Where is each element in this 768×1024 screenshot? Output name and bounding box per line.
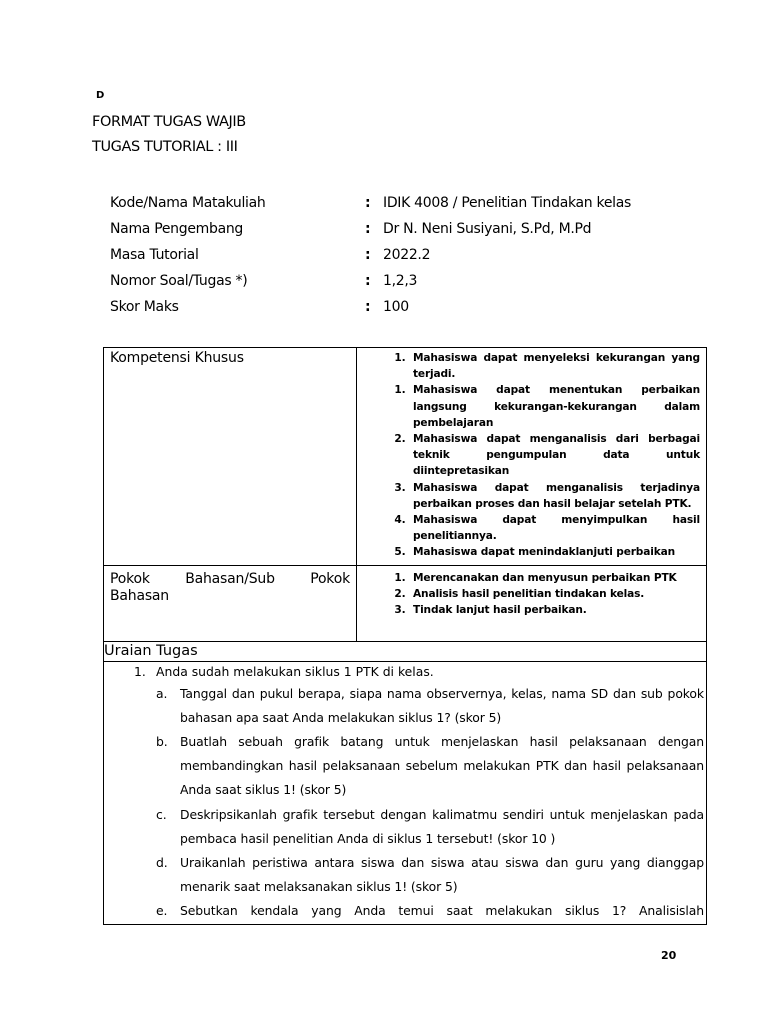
- info-row-developer: [110, 216, 710, 242]
- sub-question-e: [104, 899, 706, 923]
- list-item: 1. Merencanakan dan menyusun perbaikan PTK: [409, 570, 700, 586]
- sub-question-letter: a.: [156, 685, 168, 701]
- sub-question-b: [104, 730, 706, 803]
- topic-row: [104, 565, 707, 641]
- info-row-tutorial-period: [110, 242, 710, 268]
- competency-list: [357, 350, 706, 565]
- info-colon: :: [365, 273, 371, 289]
- info-label: Masa Tutorial: [110, 247, 199, 263]
- topic-cell: [357, 565, 707, 641]
- info-value: 100: [383, 299, 409, 315]
- task-description-label: Uraian Tugas: [104, 641, 707, 661]
- sub-question-letter: e.: [156, 903, 168, 919]
- question-1: [104, 662, 706, 682]
- info-row-task-number: [110, 268, 710, 294]
- sub-question-letter: d.: [156, 855, 168, 871]
- info-row-course: [110, 190, 710, 216]
- info-label: Skor Maks: [110, 299, 179, 315]
- task-description-row: [104, 661, 707, 924]
- info-label: Nomor Soal/Tugas *): [110, 273, 248, 289]
- info-value: Dr N. Neni Susiyani, S.Pd, M.Pd: [383, 221, 592, 237]
- list-item: 5. Mahasiswa dapat menindaklanjuti perbaikan: [409, 544, 700, 560]
- info-value: 2022.2: [383, 247, 431, 263]
- competency-cell: [357, 348, 707, 566]
- question-text: Anda sudah melakukan siklus 1 PTK di kelas.: [156, 663, 434, 679]
- list-item: 3. Mahasiswa dapat menganalisis terjadinya perbaikan proses dan hasil belajar setelah PTK.: [409, 480, 700, 512]
- competency-row: [104, 348, 707, 566]
- info-value: IDIK 4008 / Penelitian Tindakan kelas: [383, 195, 632, 211]
- task-description-header-row: [104, 641, 707, 661]
- list-item: 1. Mahasiswa dapat menentukan perbaikan langsung kekurangan-kekurangan dalam pembelajaran: [409, 382, 700, 431]
- sub-question-text: Deskripsikanlah grafik tersebut dengan kalimatmu sendiri untuk menjelaskan pada pembaca hasil penelitian Anda di siklus 1 tersebut! (skor 10 ): [180, 806, 704, 846]
- list-item: 4. Mahasiswa dapat menyimpulkan hasil penelitiannya.: [409, 512, 700, 544]
- info-value: 1,2,3: [383, 273, 418, 289]
- sub-question-text: Buatlah sebuah grafik batang untuk menjelaskan hasil pelaksanaan dengan membandingkan hasil pelaksanaan sebelum melakukan PTK dan hasil pelaksanaan Anda saat siklus 1! (skor 5): [180, 734, 704, 798]
- sub-question-d: [104, 851, 706, 899]
- list-item: 1. Mahasiswa dapat menyeleksi kekurangan yang terjadi.: [409, 350, 700, 382]
- sub-question-a: [104, 682, 706, 730]
- corner-mark: D: [96, 90, 105, 101]
- info-label: Kode/Nama Matakuliah: [110, 195, 266, 211]
- topic-label: Pokok Bahasan/Sub Pokok Bahasan: [104, 565, 357, 641]
- sub-question-text: Sebutkan kendala yang Anda temui saat melakukan siklus 1? Analisislah: [180, 903, 704, 919]
- topic-list: [357, 570, 706, 623]
- task-description-cell: [104, 661, 707, 924]
- list-item: 2. Mahasiswa dapat menganalisis dari berbagai teknik pengumpulan data untuk diintepretasikan: [409, 431, 700, 480]
- document-subtitle: TUGAS TUTORIAL : III: [92, 139, 238, 155]
- sub-question-letter: b.: [156, 734, 168, 750]
- document-title: FORMAT TUGAS WAJIB: [92, 114, 246, 130]
- info-colon: :: [365, 247, 371, 263]
- course-info: [110, 190, 710, 320]
- sub-question-text: Tanggal dan pukul berapa, siapa nama observernya, kelas, nama SD dan sub pokok bahasan apa saat Anda melakukan siklus 1? (skor 5): [180, 685, 704, 725]
- info-label: Nama Pengembang: [110, 221, 244, 237]
- sub-question-text: Uraikanlah peristiwa antara siswa dan siswa atau siswa dan guru yang dianggap menarik saat melaksanakan siklus 1! (skor 5): [180, 855, 704, 895]
- list-item: 2. Analisis hasil penelitian tindakan kelas.: [409, 586, 700, 602]
- question-number: 1.: [134, 663, 146, 679]
- competency-label: Kompetensi Khusus: [104, 348, 357, 566]
- sub-question-c: [104, 803, 706, 851]
- task-table: [103, 347, 707, 925]
- info-row-max-score: [110, 294, 710, 320]
- list-item: 3. Tindak lanjut hasil perbaikan.: [409, 602, 700, 618]
- info-colon: :: [365, 299, 371, 315]
- info-colon: :: [365, 195, 371, 211]
- sub-question-letter: c.: [156, 806, 167, 822]
- page-number: 20: [661, 949, 677, 962]
- info-colon: :: [365, 221, 371, 237]
